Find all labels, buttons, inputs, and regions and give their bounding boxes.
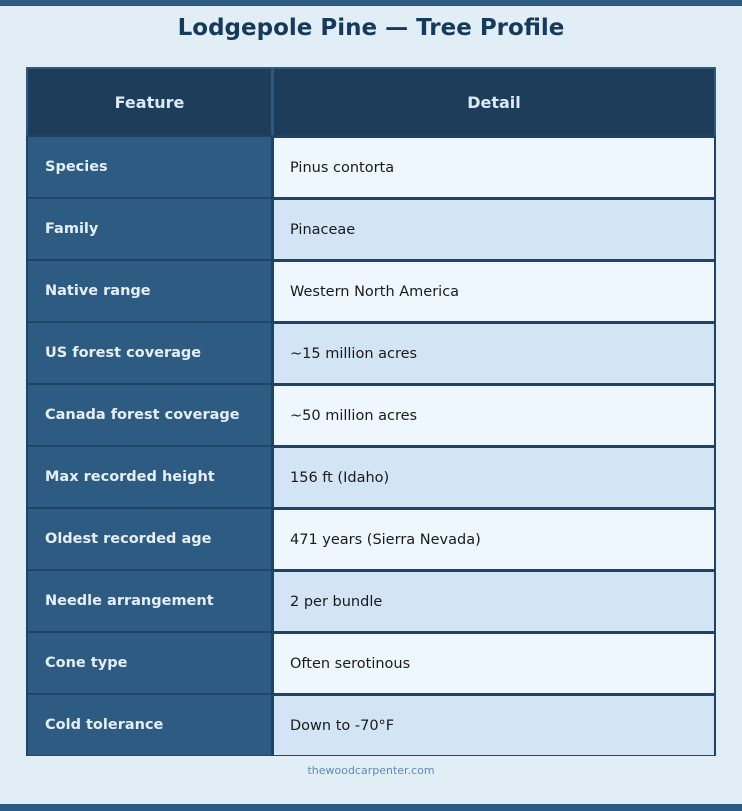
feature-cell: Canada forest coverage: [26, 383, 274, 445]
table-row: [26, 631, 716, 693]
table-row: [26, 569, 716, 631]
feature-cell: Needle arrangement: [26, 569, 274, 631]
profile-table-container: [26, 67, 716, 756]
chart-title: Lodgepole Pine — Tree Profile: [177, 15, 565, 41]
bottom-accent-bar: [0, 804, 742, 811]
column-header-feature: Feature: [26, 67, 274, 135]
detail-cell: Often serotinous: [274, 631, 716, 693]
table-row: [26, 259, 716, 321]
feature-cell: Max recorded height: [26, 445, 274, 507]
table-row: [26, 135, 716, 197]
feature-cell: Cone type: [26, 631, 274, 693]
detail-cell: ~50 million acres: [274, 383, 716, 445]
feature-cell: Native range: [26, 259, 274, 321]
table-row: [26, 507, 716, 569]
table-header-row: [26, 67, 716, 135]
detail-cell: Pinus contorta: [274, 135, 716, 197]
table-row: [26, 693, 716, 755]
table-row: [26, 445, 716, 507]
feature-cell: Family: [26, 197, 274, 259]
detail-cell: 471 years (Sierra Nevada): [274, 507, 716, 569]
table-row: [26, 321, 716, 383]
table-row: [26, 197, 716, 259]
profile-table: [26, 67, 716, 755]
detail-cell: 2 per bundle: [274, 569, 716, 631]
detail-cell: Down to -70°F: [274, 693, 716, 755]
detail-cell: ~15 million acres: [274, 321, 716, 383]
feature-cell: US forest coverage: [26, 321, 274, 383]
detail-cell: 156 ft (Idaho): [274, 445, 716, 507]
table-body: [26, 135, 716, 755]
column-header-detail: Detail: [274, 67, 716, 135]
top-accent-bar: [0, 0, 742, 6]
feature-cell: Species: [26, 135, 274, 197]
table-row: [26, 383, 716, 445]
detail-cell: Pinaceae: [274, 197, 716, 259]
detail-cell: Western North America: [274, 259, 716, 321]
feature-cell: Oldest recorded age: [26, 507, 274, 569]
source-credit: thewoodcarpenter.com: [307, 764, 435, 777]
feature-cell: Cold tolerance: [26, 693, 274, 755]
